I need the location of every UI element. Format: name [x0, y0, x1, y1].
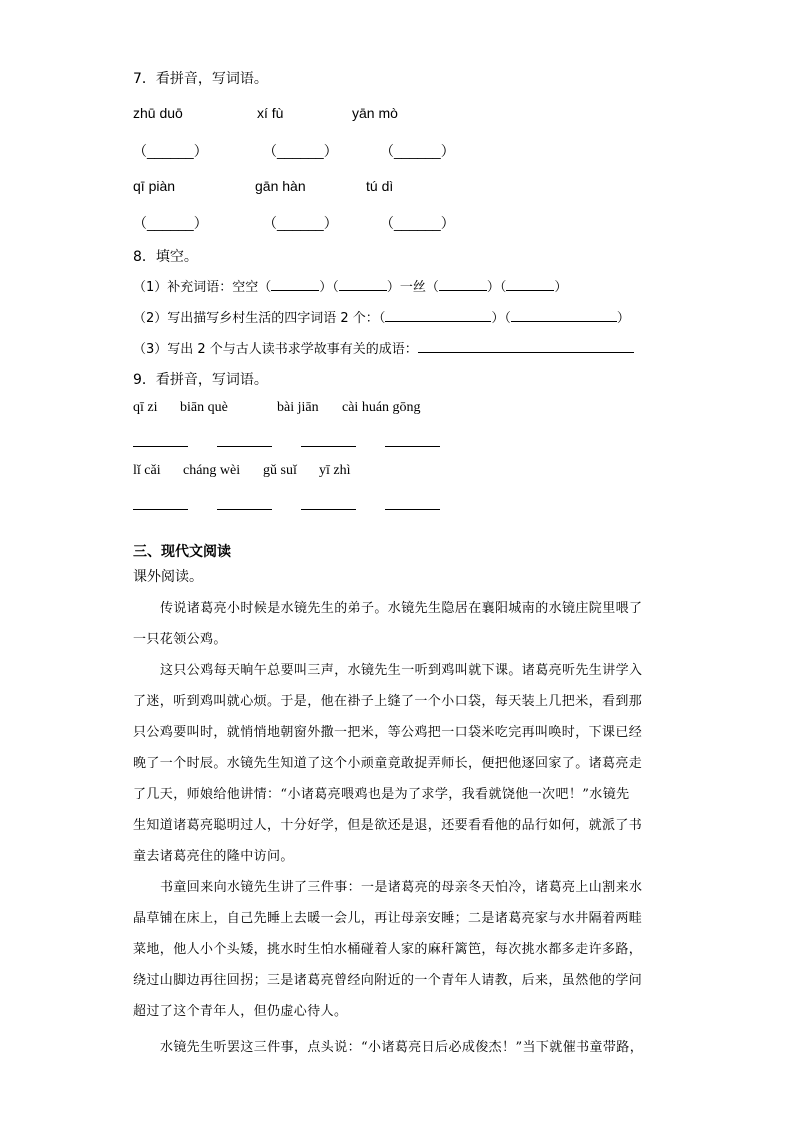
passage-line-15: 水镜先生听罢这三件事，点头说：“小诸葛亮日后必成俊杰！”当下就催书童带路， — [160, 1040, 644, 1055]
q9-pinyin-6: cháng wèi — [183, 463, 241, 478]
q7-answer-blank-6[interactable]: （______） — [380, 215, 455, 231]
q9-pinyin-7: gǔ suǐ — [263, 463, 297, 478]
passage-line-6: 晚了一个时辰。水镜先生知道了这个小顽童竟敢捉弄师长，便把他逐回家了。诸葛亮走 — [133, 756, 643, 771]
q7-pinyin-4: qī piàn — [133, 178, 176, 194]
q8-item-2-label: （2）写出描写乡村生活的四字词语 2 个： — [133, 311, 379, 326]
section-3-subtitle: 课外阅读。 — [133, 569, 203, 585]
q9-pinyin-8: yī zhì — [319, 463, 351, 478]
q7-answer-blank-3[interactable]: （______） — [380, 143, 455, 159]
q7-pinyin-5: gān hàn — [255, 178, 306, 194]
q9-pinyin-2: biān què — [180, 400, 228, 415]
q7-pinyin-6: tú dì — [366, 178, 394, 194]
passage-line-12: 菜地，他人小个头矮，挑水时生怕水桶碰着人家的麻秆篱笆，每次挑水都多走许多路， — [133, 942, 643, 957]
passage-line-3: 这只公鸡每天晌午总要叫三声，水镜先生一听到鸡叫就下课。诸葛亮听先生讲学入 — [160, 663, 643, 678]
passage-line-8: 生知道诸葛亮聪明过人，十分好学，但是欲还是退，还要看看他的品行如何，就派了书 — [133, 818, 643, 833]
q7-pinyin-3: yān mò — [352, 105, 398, 121]
passage-line-9: 童去诸葛亮住的隆中访问。 — [133, 849, 294, 864]
q8-item-3-label: （3）写出 2 个与古人读书求学故事有关的成语： — [133, 342, 418, 357]
q7-answer-blank-5[interactable]: （______） — [263, 215, 338, 231]
q9-pinyin-3: bài jiān — [277, 400, 319, 415]
q9-pinyin-1: qī zi — [133, 400, 158, 415]
passage-line-13: 绕过山脚边再往回拐；三是诸葛亮曾经向附近的一个青年人请教，后来，虽然他的学问 — [133, 973, 643, 988]
passage-line-5: 只公鸡要叫时，就悄悄地朝窗外撒一把米，等公鸡把一口袋米吃完再叫唤时，下课已经 — [133, 725, 643, 740]
passage-line-2: 一只花领公鸡。 — [133, 632, 227, 647]
q8-item-3 — [133, 338, 634, 357]
q9-answer-line-2[interactable] — [217, 446, 272, 447]
q8-item-1-mid: 一丝 — [399, 280, 426, 295]
q9-title: 9．看拼音，写词语。 — [133, 372, 268, 388]
q8-item-1-blank-2[interactable] — [339, 278, 387, 291]
passage-line-14: 超过了这个青年人，但仍虚心待人。 — [133, 1004, 348, 1019]
passage-line-4: 了迷，听到鸡叫就心烦。于是，他在褂子上缝了一个小口袋，每天装上几把米，看到那 — [133, 694, 643, 709]
q9-answer-line-7[interactable] — [301, 509, 356, 510]
q9-answer-line-5[interactable] — [133, 509, 188, 510]
q9-pinyin-4: cài huán gōng — [342, 400, 421, 415]
q8-item-2-blank-2[interactable] — [511, 309, 617, 322]
q7-pinyin-2: xí fù — [257, 105, 284, 121]
q7-title: 7．看拼音，写词语。 — [133, 71, 268, 87]
section-3-title: 三、现代文阅读 — [133, 544, 231, 560]
passage-line-7: 了几天，师娘给他讲情：“小诸葛亮喂鸡也是为了求学，我看就饶他一次吧！”水镜先 — [133, 787, 630, 802]
q8-title: 8．填空。 — [133, 249, 198, 265]
passage-line-10: 书童回来向水镜先生讲了三件事：一是诸葛亮的母亲冬天怕冷，诸葛亮上山割来水 — [160, 880, 643, 895]
q9-pinyin-5: lǐ cǎi — [133, 463, 161, 478]
q8-item-1-blank-3[interactable] — [439, 278, 487, 291]
q9-answer-line-1[interactable] — [133, 446, 188, 447]
q7-answer-blank-2[interactable]: （______） — [263, 143, 338, 159]
q8-item-1-label: （1）补充词语：空空 — [133, 280, 259, 295]
q8-item-1: （1）补充词语：空空（ ）（ ）一丝（ ）（ ） — [133, 280, 568, 295]
passage-line-11: 晶草铺在床上，自己先睡上去暖一会儿，再让母亲安睡；二是诸葛亮家与水井隔着两畦 — [133, 911, 643, 926]
q7-pinyin-1: zhū duō — [133, 105, 183, 121]
q8-item-1-blank-4[interactable] — [506, 278, 554, 291]
passage-line-1: 传说诸葛亮小时候是水镜先生的弟子。水镜先生隐居在襄阳城南的水镜庄院里喂了 — [160, 601, 643, 616]
q8-item-2-blank-1[interactable] — [385, 309, 491, 322]
q8-item-1-blank-1[interactable] — [271, 278, 319, 291]
q9-answer-line-8[interactable] — [385, 509, 440, 510]
q9-answer-line-4[interactable] — [385, 446, 440, 447]
q8-item-3-blank[interactable] — [418, 340, 634, 353]
q9-answer-line-3[interactable] — [301, 446, 356, 447]
q9-answer-line-6[interactable] — [217, 509, 272, 510]
q8-item-2: （2）写出描写乡村生活的四字词语 2 个：（ ）（ ） — [133, 311, 630, 326]
q7-answer-blank-1[interactable]: （______） — [133, 143, 208, 159]
q7-answer-blank-4[interactable]: （______） — [133, 215, 208, 231]
